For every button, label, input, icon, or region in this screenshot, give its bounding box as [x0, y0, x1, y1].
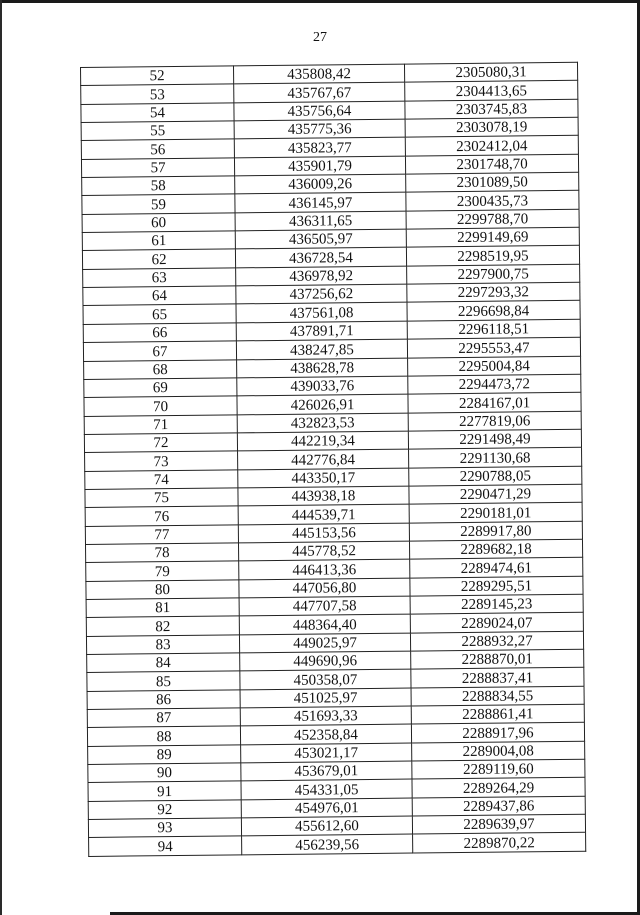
- point-number-cell: 92: [88, 800, 241, 820]
- y-coordinate-cell: 2289145,23: [410, 594, 583, 614]
- y-coordinate-cell: 2304413,65: [405, 81, 578, 101]
- x-coordinate-cell: 436978,92: [236, 266, 407, 286]
- x-coordinate-cell: 453679,01: [241, 761, 412, 781]
- point-number-cell: 70: [84, 396, 237, 416]
- point-number-cell: 80: [86, 579, 239, 599]
- x-coordinate-cell: 426026,91: [237, 394, 408, 414]
- x-coordinate-cell: 436009,26: [235, 174, 406, 194]
- x-coordinate-cell: 455612,60: [241, 816, 412, 836]
- coordinates-table-body: [81, 62, 586, 856]
- y-coordinate-cell: 2294473,72: [408, 374, 581, 394]
- y-coordinate-cell: 2289917,80: [409, 521, 582, 541]
- point-number-cell: 83: [86, 635, 239, 655]
- x-coordinate-cell: 456239,56: [242, 834, 413, 854]
- point-number-cell: 94: [89, 836, 242, 856]
- x-coordinate-cell: 439033,76: [237, 376, 408, 396]
- x-coordinate-cell: 436145,97: [235, 193, 406, 213]
- y-coordinate-cell: 2288834,55: [411, 686, 584, 706]
- x-coordinate-cell: 453021,17: [241, 743, 412, 763]
- x-coordinate-cell: 449025,97: [239, 633, 410, 653]
- y-coordinate-cell: 2299788,70: [406, 209, 579, 229]
- y-coordinate-cell: 2289264,29: [412, 778, 585, 798]
- point-number-cell: 84: [87, 653, 240, 673]
- point-number-cell: 68: [84, 359, 237, 379]
- x-coordinate-cell: 435823,77: [234, 137, 405, 157]
- x-coordinate-cell: 436505,97: [235, 229, 406, 249]
- y-coordinate-cell: 2291498,49: [408, 429, 581, 449]
- scan-border-top: [0, 0, 640, 3]
- x-coordinate-cell: 445778,52: [238, 541, 409, 561]
- page-number: 27: [313, 30, 327, 45]
- point-number-cell: 90: [88, 763, 241, 783]
- x-coordinate-cell: 437891,71: [236, 321, 407, 341]
- x-coordinate-cell: 446413,36: [239, 559, 410, 579]
- y-coordinate-cell: 2297900,75: [407, 264, 580, 284]
- y-coordinate-cell: 2299149,69: [406, 227, 579, 247]
- x-coordinate-cell: 451693,33: [240, 706, 411, 726]
- x-coordinate-cell: 437561,08: [236, 303, 407, 323]
- point-number-cell: 63: [83, 268, 236, 288]
- point-number-cell: 61: [82, 231, 235, 251]
- x-coordinate-cell: 438628,78: [237, 358, 408, 378]
- x-coordinate-cell: 432823,53: [237, 413, 408, 433]
- y-coordinate-cell: 2297293,32: [407, 282, 580, 302]
- point-number-cell: 65: [83, 304, 236, 324]
- point-number-cell: 87: [87, 708, 240, 728]
- x-coordinate-cell: 451025,97: [240, 688, 411, 708]
- point-number-cell: 85: [87, 671, 240, 691]
- point-number-cell: 62: [82, 249, 235, 269]
- y-coordinate-cell: 2288917,96: [411, 723, 584, 743]
- y-coordinate-cell: 2289024,07: [410, 613, 583, 633]
- point-number-cell: 72: [84, 433, 237, 453]
- point-number-cell: 89: [88, 745, 241, 765]
- point-number-cell: 59: [82, 194, 235, 214]
- x-coordinate-cell: 436728,54: [235, 248, 406, 268]
- point-number-cell: 66: [83, 323, 236, 343]
- point-number-cell: 57: [81, 158, 234, 178]
- y-coordinate-cell: 2300435,73: [406, 191, 579, 211]
- y-coordinate-cell: 2298519,95: [406, 246, 579, 266]
- point-number-cell: 58: [82, 176, 235, 196]
- x-coordinate-cell: 436311,65: [235, 211, 406, 231]
- y-coordinate-cell: 2289682,18: [409, 539, 582, 559]
- x-coordinate-cell: 449690,96: [240, 651, 411, 671]
- x-coordinate-cell: 435808,42: [233, 64, 404, 84]
- x-coordinate-cell: 445153,56: [238, 523, 409, 543]
- point-number-cell: 64: [83, 286, 236, 306]
- y-coordinate-cell: 2289119,60: [412, 759, 585, 779]
- y-coordinate-cell: 2296118,51: [407, 319, 580, 339]
- x-coordinate-cell: 454976,01: [241, 798, 412, 818]
- y-coordinate-cell: 2295553,47: [407, 337, 580, 357]
- point-number-cell: 75: [85, 488, 238, 508]
- point-number-cell: 56: [81, 139, 234, 159]
- x-coordinate-cell: 443350,17: [238, 468, 409, 488]
- y-coordinate-cell: 2302412,04: [405, 136, 578, 156]
- point-number-cell: 88: [87, 726, 240, 746]
- point-number-cell: 53: [81, 84, 234, 104]
- y-coordinate-cell: 2289870,22: [413, 833, 586, 853]
- point-number-cell: 76: [85, 506, 238, 526]
- y-coordinate-cell: 2301748,70: [405, 154, 578, 174]
- y-coordinate-cell: 2284167,01: [408, 392, 581, 412]
- x-coordinate-cell: 442776,84: [238, 449, 409, 469]
- point-number-cell: 73: [85, 451, 238, 471]
- point-number-cell: 60: [82, 213, 235, 233]
- scan-border-left: [0, 0, 2, 915]
- y-coordinate-cell: 2295004,84: [408, 356, 581, 376]
- x-coordinate-cell: 448364,40: [239, 614, 410, 634]
- y-coordinate-cell: 2288870,01: [411, 649, 584, 669]
- point-number-cell: 77: [85, 524, 238, 544]
- y-coordinate-cell: 2291130,68: [409, 447, 582, 467]
- x-coordinate-cell: 450358,07: [240, 669, 411, 689]
- y-coordinate-cell: 2296698,84: [407, 301, 580, 321]
- y-coordinate-cell: 2289295,51: [410, 576, 583, 596]
- x-coordinate-cell: 454331,05: [241, 779, 412, 799]
- x-coordinate-cell: 442219,34: [237, 431, 408, 451]
- y-coordinate-cell: 2288861,41: [411, 704, 584, 724]
- point-number-cell: 67: [83, 341, 236, 361]
- y-coordinate-cell: 2289474,61: [410, 558, 583, 578]
- point-number-cell: 71: [84, 414, 237, 434]
- point-number-cell: 79: [86, 561, 239, 581]
- y-coordinate-cell: 2277819,06: [408, 411, 581, 431]
- point-number-cell: 54: [81, 103, 234, 123]
- y-coordinate-cell: 2289437,86: [412, 796, 585, 816]
- x-coordinate-cell: 447056,80: [239, 578, 410, 598]
- point-number-cell: 93: [88, 818, 241, 838]
- y-coordinate-cell: 2288932,27: [410, 631, 583, 651]
- point-number-cell: 52: [81, 66, 234, 86]
- x-coordinate-cell: 447707,58: [239, 596, 410, 616]
- y-coordinate-cell: 2290788,05: [409, 466, 582, 486]
- x-coordinate-cell: 443938,18: [238, 486, 409, 506]
- x-coordinate-cell: 435756,64: [234, 101, 405, 121]
- point-number-cell: 86: [87, 690, 240, 710]
- y-coordinate-cell: 2290181,01: [409, 503, 582, 523]
- y-coordinate-cell: 2289639,97: [412, 814, 585, 834]
- point-number-cell: 82: [86, 616, 239, 636]
- y-coordinate-cell: 2303078,19: [405, 117, 578, 137]
- point-number-cell: 74: [85, 469, 238, 489]
- x-coordinate-cell: 437256,62: [236, 284, 407, 304]
- y-coordinate-cell: 2303745,83: [405, 99, 578, 119]
- point-number-cell: 78: [85, 543, 238, 563]
- y-coordinate-cell: 2301089,50: [406, 172, 579, 192]
- point-number-cell: 69: [84, 378, 237, 398]
- x-coordinate-cell: 452358,84: [240, 724, 411, 744]
- y-coordinate-cell: 2289004,08: [412, 741, 585, 761]
- point-number-cell: 55: [81, 121, 234, 141]
- x-coordinate-cell: 435901,79: [234, 156, 405, 176]
- x-coordinate-cell: 435767,67: [234, 82, 405, 102]
- point-number-cell: 91: [88, 781, 241, 801]
- point-number-cell: 81: [86, 598, 239, 618]
- y-coordinate-cell: 2290471,29: [409, 484, 582, 504]
- x-coordinate-cell: 438247,85: [236, 339, 407, 359]
- x-coordinate-cell: 444539,71: [238, 504, 409, 524]
- y-coordinate-cell: 2305080,31: [404, 62, 577, 82]
- x-coordinate-cell: 435775,36: [234, 119, 405, 139]
- coordinates-table: [80, 62, 586, 857]
- y-coordinate-cell: 2288837,41: [411, 668, 584, 688]
